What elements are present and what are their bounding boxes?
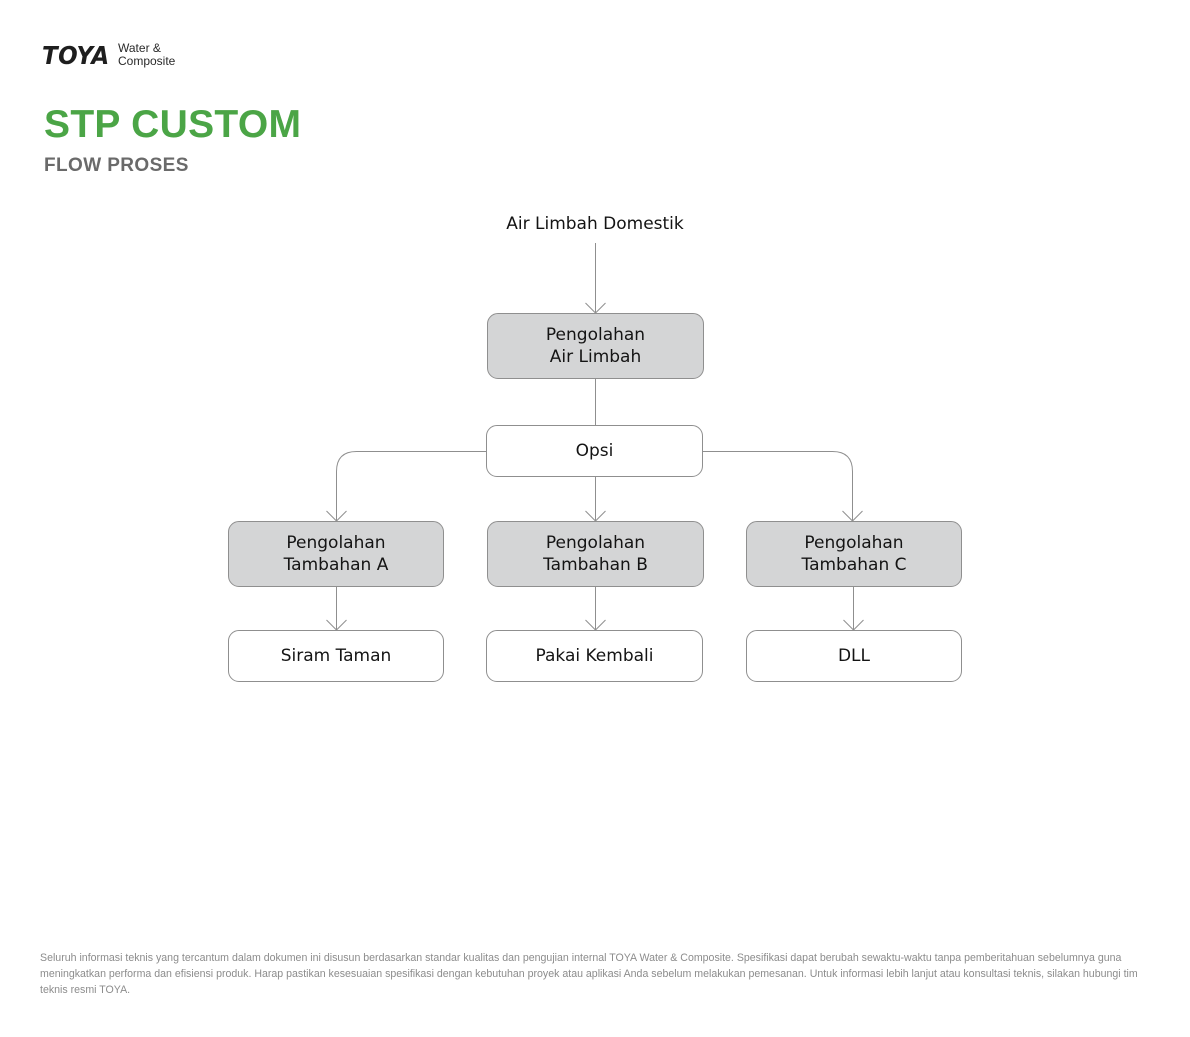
node-branch-b-line1: Pengolahan — [545, 533, 646, 553]
node-branch-b-line2: Tambahan B — [543, 555, 648, 575]
node-output-a-label: Siram Taman — [280, 646, 392, 666]
node-output-b — [486, 630, 703, 682]
node-main-process — [487, 313, 704, 379]
node-branch-a-line1: Pengolahan — [286, 533, 386, 553]
node-output-c-label: DLL — [837, 646, 871, 666]
node-output-b-label: Pakai Kembali — [535, 646, 654, 666]
node-main-process-line1: Pengolahan — [545, 325, 646, 345]
logo-tagline-line1: Water & — [118, 41, 161, 55]
logo-tagline-line2: Composite — [118, 54, 176, 68]
node-branch-b — [487, 521, 704, 587]
node-branch-a — [228, 521, 444, 587]
node-output-c — [746, 630, 962, 682]
source-label: Air Limbah Domestik — [506, 214, 684, 234]
node-branch-a-line2: Tambahan A — [283, 555, 389, 575]
logo-wordmark: TOYA — [42, 41, 110, 70]
footer-disclaimer: Seluruh informasi teknis yang tercantum dalam dokumen ini disusun berdasarkan standar kualitas dan pengujian internal TOYA Water & Composite. Spesifikasi dapat berubah sewaktu-waktu tanpa pemberitahuan sebelumnya guna meningkatkan performa dan efisiensi produk. Harap pastikan kesesuaian spesifikasi dengan kebutuhan proyek atau aplikasi Anda sebelum melakukan pemesanan. Untuk informasi lebih lanjut atau konsultasi teknis, silakan hubungi tim teknis resmi TOYA. — [40, 952, 1138, 996]
node-branch-c-line2: Tambahan C — [801, 555, 907, 575]
node-branch-c — [746, 521, 962, 587]
page-title: STP CUSTOM — [44, 103, 302, 146]
node-output-a — [228, 630, 444, 682]
node-main-process-line2: Air Limbah — [549, 347, 642, 367]
connector-option-to-branch-c — [703, 452, 853, 522]
page-subtitle: FLOW PROSES — [44, 155, 189, 176]
node-option-label: Opsi — [575, 441, 614, 461]
node-branch-c-line1: Pengolahan — [804, 533, 904, 553]
node-option — [486, 425, 703, 477]
connector-option-to-branch-a — [337, 452, 487, 522]
